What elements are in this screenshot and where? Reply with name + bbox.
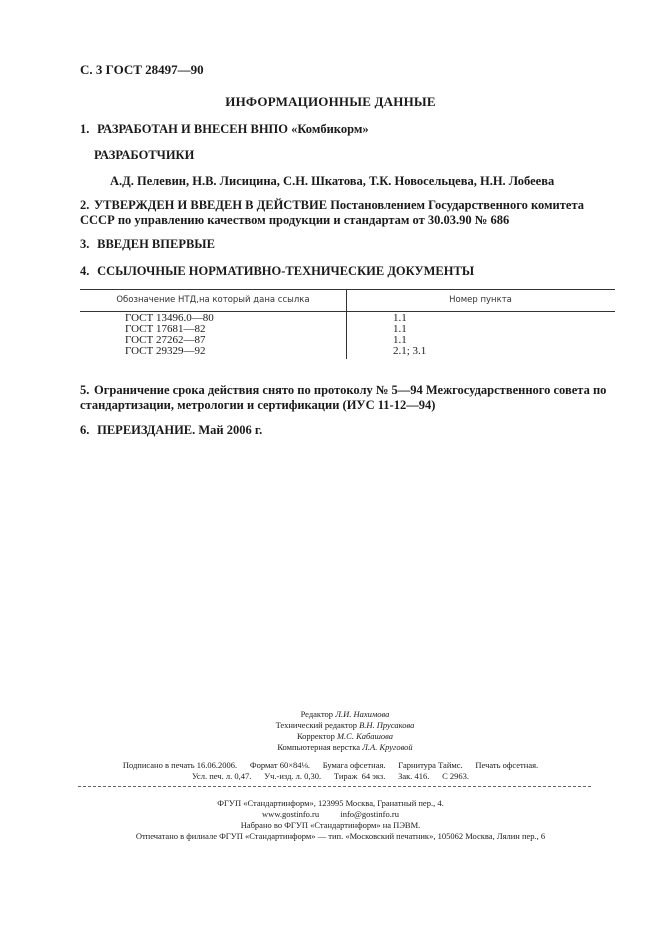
item-text: РАЗРАБОТАН И ВНЕСЕН ВНПО «Комбикорм» [97, 122, 369, 136]
table-header-clause: Номер пункта [449, 295, 512, 305]
publisher-address: ФГУП «Стандартинформ», 123995 Москва, Гранатный пер., 4. [217, 798, 444, 808]
table-cell-document: ГОСТ 27262—87 [125, 334, 206, 346]
imprint-layout [0, 742, 661, 752]
item-text: ССЫЛОЧНЫЕ НОРМАТИВНО-ТЕХНИЧЕСКИЕ ДОКУМЕНТЫ [97, 264, 475, 278]
item-2 [80, 198, 615, 228]
item-5 [80, 383, 615, 413]
table-header-document: Обозначение НТД,на который дана ссылка [116, 295, 310, 305]
imprint-label: Редактор [300, 709, 334, 719]
page-header: С. 3 ГОСТ 28497—90 [80, 62, 204, 77]
table-row [80, 346, 615, 357]
item-text-rest: Постановлением Государственного комитета СССР по управлению качеством продукции и стандартам от 30.03.90 № 686 [80, 198, 584, 227]
item-number: 2. [80, 198, 90, 212]
item-number: 3. [80, 237, 90, 251]
item-text: Ограничение срока действия снято по протоколу № 5—94 Межгосударственного совета по стандартизации, метрологии и сертификации (ИУС 11-12—94) [80, 383, 607, 412]
item-text-bold: УТВЕРЖДЕН И ВВЕДЕН В ДЕЙСТВИЕ [94, 198, 328, 212]
table-top-rule [80, 289, 615, 290]
publisher-web: www.gostinfo.ru info@gostinfo.ru [262, 809, 399, 819]
publisher-printed: Отпечатано в филиале ФГУП «Стандартинформ» — тип. «Московский печатник», 105062 Москва, Лялин пер., 6 [135, 831, 546, 841]
item-number: 5. [80, 383, 90, 397]
imprint-name: Л.А. Круговой [362, 742, 413, 752]
item-3 [80, 237, 215, 252]
table-cell-clause: 1.1 [393, 312, 407, 324]
item-4 [80, 264, 474, 279]
table-cell-clause: 1.1 [393, 323, 407, 335]
table-cell-document: ГОСТ 29329—92 [125, 345, 206, 357]
table-cell-document: ГОСТ 13496.0—80 [125, 312, 214, 324]
table-cell-document: ГОСТ 17681—82 [125, 323, 206, 335]
imprint-name: В.Н. Прусакова [359, 720, 415, 730]
imprint-print-line-2: Усл. печ. л. 0,47. Уч.-изд. л. 0,30. Тираж 64 экз. Зак. 416. С 2963. [191, 771, 470, 781]
imprint-label: Компьютерная верстка [277, 742, 361, 752]
item-6 [80, 423, 262, 438]
table-cell-clause: 1.1 [393, 334, 407, 346]
item-number: 4. [80, 264, 90, 278]
imprint-corrector [0, 731, 661, 741]
item-number: 6. [80, 423, 90, 437]
developers-list: А.Д. Пелевин, Н.В. Лисицина, С.Н. Шкатова, Т.К. Новосельцева, Н.Н. Лобеева [110, 174, 555, 188]
imprint-label: Технический редактор [275, 720, 357, 730]
imprint-name: Л.И. Нахимова [335, 709, 390, 719]
item-number: 1. [80, 122, 90, 136]
item-1 [80, 122, 369, 137]
table-cell-clause: 2.1; 3.1 [393, 345, 427, 357]
publisher-typeset: Набрано во ФГУП «Стандартинформ» на ПЭВМ. [240, 820, 421, 830]
imprint-editor [0, 709, 661, 719]
imprint-name: М.С. Кабашова [336, 731, 394, 741]
item-text: ВВЕДЕН ВПЕРВЫЕ [97, 237, 215, 251]
section-title: ИНФОРМАЦИОННЫЕ ДАННЫЕ [225, 94, 436, 109]
imprint-tech-editor [0, 720, 661, 730]
imprint-print-line-1: Подписано в печать 16.06.2006. Формат 60×84⅛. Бумага офсетная. Гарнитура Таймс. Печать офсетная. [122, 760, 539, 770]
developers-title: РАЗРАБОТЧИКИ [94, 148, 195, 162]
imprint-label: Корректор [296, 731, 335, 741]
imprint-divider [78, 786, 591, 787]
item-text: ПЕРЕИЗДАНИЕ. Май 2006 г. [97, 423, 263, 437]
